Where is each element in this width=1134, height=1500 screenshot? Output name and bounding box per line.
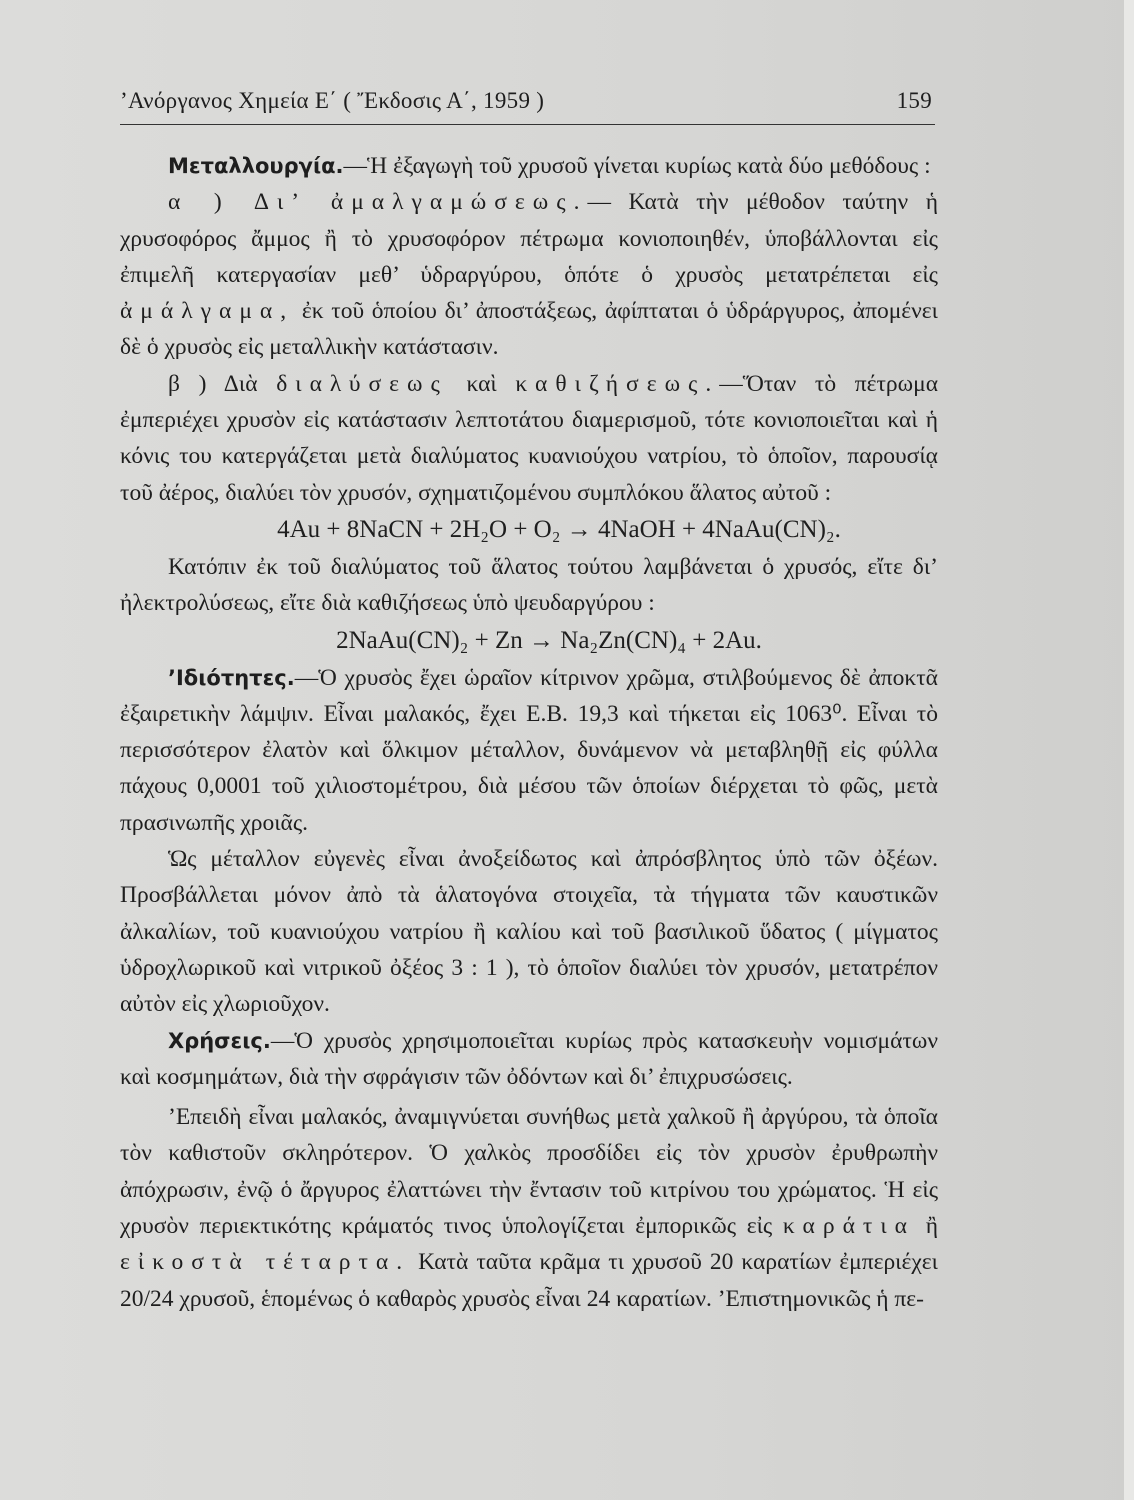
properties-paragraph-1 (120, 660, 938, 841)
method-a-label: α ) Δι’ ἀμαλγαμώσεως. (168, 189, 588, 216)
page-edge (1124, 0, 1134, 1500)
equation-cyanidation: 4Au + 8NaCN + 2H₂O + O₂ → 4NaOH + 4NaAu(CN)₂. (277, 515, 841, 543)
method-b-paragraph (120, 366, 938, 511)
equation-zinc-precipitation: 2NaAu(CN)₂ + Zn → Na₂Zn(CN)₄ + 2Au. (336, 626, 762, 654)
uses-paragraph-1 (120, 1023, 938, 1096)
page-body (120, 148, 938, 1317)
term-karats: καράτια (782, 1213, 915, 1240)
term-24ths: εἰκοστὰ τέταρτα. (120, 1249, 411, 1276)
method-a-term: ἀμάλγαμα, (120, 298, 295, 325)
properties-text-1: —Ὁ χρυσὸς ἔχει ὡραῖον κίτρινον χρῶμα, στιλβούμενος δὲ ἀποκτᾶ ἐξαιρετικὴν λάμψιν. Εἶναι μαλακός, ἔχει Ε.Β. 19,3 καὶ τήκεται εἰς 1063⁰. Εἶναι τὸ περισσότερον ἐλατὸν καὶ ὅλκιμον μέταλλον, δυνάμενον νὰ μεταβληθῇ εἰς φύλλα πάχους 0,0001 τοῦ χιλιοστομέτρου, διὰ μέσου τῶν ὁποίων διέρχεται τὸ φῶς, μετὰ πρασινωπῆς χροιᾶς. (120, 664, 938, 836)
header-rule (120, 124, 935, 125)
uses-or: ἢ (925, 1213, 939, 1240)
method-b-text: —Ὅταν τὸ πέτρωμα ἐμπεριέχει χρυσὸν εἰς κατάστασιν λεπτοτάτου διαμερισμοῦ, τότε κονιοποιεῖται καὶ ἡ κόνις του κατεργάζεται μετὰ διαλύματος κυανιούχου νατρίου, τὸ ὁποῖον, παρουσίᾳ τοῦ ἀέρος, διαλύει τὸν χρυσόν, σχηματιζομένου συμπλόκου ἅλατος αὐτοῦ : (120, 370, 939, 506)
running-header (120, 88, 932, 114)
metallurgy-heading: Μεταλλουργία. (168, 154, 344, 178)
method-b-and: καὶ (466, 370, 497, 397)
uses-heading: Χρήσεις. (168, 1028, 271, 1053)
properties-heading: ’Ιδιότητες. (168, 665, 295, 690)
after-equation-paragraph: Κατόπιν ἐκ τοῦ διαλύματος τοῦ ἅλατος τούτου λαμβάνεται ὁ χρυσός, εἴτε δι’ ἠλεκτρολύσεως, εἴτε διὰ καθιζήσεως ὑπὸ ψευδαργύρου : (120, 553, 938, 617)
properties-paragraph-2: Ὡς μέταλλον εὐγενὲς εἶναι ἀνοξείδωτος καὶ ἀπρόσβλητος ὑπὸ τῶν ὀξέων. Προσβάλλεται μόνον ἀπὸ τὰ ἁλατογόνα στοιχεῖα, τὰ τήγματα τῶν καυστικῶν ἀλκαλίων, τοῦ κυανιούχου νατρίου ἢ καλίου καὶ τοῦ βασιλικοῦ ὕδατος ( μίγματος ὑδροχλωρικοῦ καὶ νιτρικοῦ ὀξέος 3 : 1 ), τὸ ὁποῖον διαλύει τὸν χρυσόν, μετατρέπον αὐτὸν εἰς χλωριοῦχον. (120, 846, 938, 1018)
uses-text-2: ’Επειδὴ εἶναι μαλακός, ἀναμιγνύεται συνήθως μετὰ χαλκοῦ ἢ ἀργύρου, τὰ ὁποῖα τὸν καθιστοῦν σκληρότερον. Ὁ χαλκὸς προσδίδει εἰς τὸν χρυσὸν ἐρυθρωπὴν ἀπόχρωσιν, ἐνῷ ὁ ἄργυρος ἐλαττώνει τὴν ἔντασιν τοῦ κιτρίνου του χρώματος. Ἡ εἰς χρυσὸν περιεκτικότης κράματός τινος ὑπολογίζεται ἐμπορικῶς εἰς (120, 1104, 938, 1240)
page-number: 159 (896, 88, 932, 113)
uses-text-1: —Ὁ χρυσὸς χρησιμοποιεῖται κυρίως πρὸς κατασκευὴν νομισμάτων καὶ κοσμημάτων, διὰ τὴν σφράγισιν τῶν ὀδόντων καὶ δι’ ἐπιχρυσώσεις. (120, 1027, 938, 1090)
method-b-term-2: καθιζήσεως. (515, 370, 720, 397)
method-a-paragraph (120, 184, 938, 365)
metallurgy-intro: —Ἡ ἐξαγωγὴ τοῦ χρυσοῦ γίνεται κυρίως κατὰ δύο μεθόδους : (343, 153, 931, 179)
uses-paragraph-2 (120, 1099, 938, 1317)
method-b-prefix: β ) Διὰ (168, 370, 258, 397)
method-b-term-1: διαλύσεως (276, 370, 448, 397)
uses-text-3: Κατὰ ταῦτα κρᾶμα τι χρυσοῦ 20 καρατίων ἐμπεριέχει 20/24 χρυσοῦ, ἑπομένως ὁ καθαρὸς χρυσὸς εἶναι 24 καρατίων. ’Επιστημονικῶς ἡ πε- (120, 1249, 938, 1312)
method-a-text-2: ἐκ τοῦ ὁποίου δι’ ἀποστάξεως, ἀφίπταται ὁ ὑδράργυρος, ἀπομένει δὲ ὁ χρυσὸς εἰς μεταλλικὴν κατάστασιν. (120, 298, 938, 361)
metallurgy-paragraph (120, 148, 938, 184)
running-title: ’Ανόργανος Χημεία Ε΄ ( Ἔκδοσις Α΄, 1959 ) (120, 88, 545, 113)
method-a-text-1: — Κατὰ τὴν μέθοδον ταύτην ἡ χρυσοφόρος ἄμμος ἢ τὸ χρυσοφόρον πέτρωμα κονιοποιηθέν, ὑποβάλλονται εἰς ἐπιμελῆ κατεργασίαν μεθ’ ὑδραργύρου, ὁπότε ὁ χρυσὸς μετατρέπεται εἰς (120, 189, 938, 288)
